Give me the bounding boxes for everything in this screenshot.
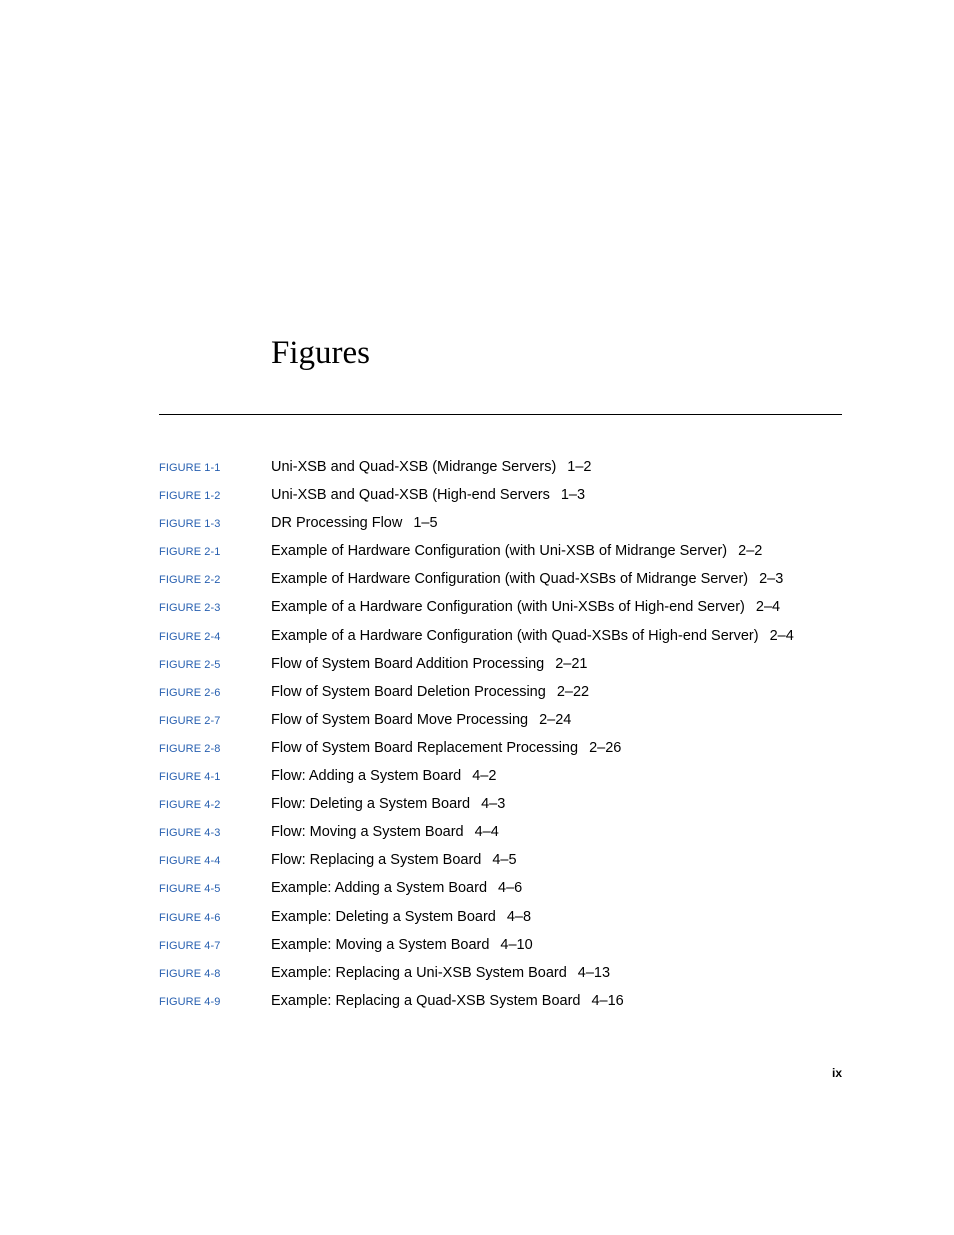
- figure-page-number: 4–4: [474, 824, 499, 841]
- figure-entry: [271, 453, 592, 481]
- figure-link[interactable]: FIGURE 2-1: [159, 546, 221, 559]
- figure-row: [159, 762, 842, 790]
- figure-link[interactable]: FIGURE 4-7: [159, 939, 221, 952]
- figure-entry: [271, 593, 780, 621]
- figure-entry: [271, 931, 533, 959]
- figure-row: [159, 874, 842, 902]
- figure-title: Example of Hardware Configuration (with Uni-XSB of Midrange Server): [271, 543, 728, 560]
- figure-entry: [271, 622, 794, 650]
- figure-title: Flow of System Board Deletion Processing: [271, 683, 546, 700]
- figure-link[interactable]: FIGURE 4-8: [159, 967, 221, 980]
- figure-page-number: 4–13: [577, 964, 611, 981]
- figure-entry: [271, 959, 610, 987]
- figure-row: [159, 903, 842, 931]
- figure-entry: [271, 537, 762, 565]
- page-title: Figures: [271, 335, 370, 371]
- figure-page-number: 4–3: [481, 796, 506, 813]
- figure-row: [159, 622, 842, 650]
- figure-link[interactable]: FIGURE 4-3: [159, 827, 221, 840]
- figure-link[interactable]: FIGURE 4-2: [159, 799, 221, 812]
- figure-entry: [271, 706, 571, 734]
- figure-row: [159, 509, 842, 537]
- figure-page-number: 2–22: [556, 683, 590, 700]
- figure-link[interactable]: FIGURE 4-4: [159, 855, 221, 868]
- figure-link[interactable]: FIGURE 2-2: [159, 574, 221, 587]
- figure-page-number: 4–16: [591, 992, 624, 1009]
- figure-row: [159, 453, 842, 481]
- figure-title: Flow: Moving a System Board: [271, 824, 464, 841]
- figure-page-number: 2–3: [759, 571, 784, 588]
- figure-row: [159, 565, 842, 593]
- figure-entry: [271, 565, 783, 593]
- figure-entry: [271, 678, 589, 706]
- figure-row: [159, 987, 842, 1015]
- figure-entry: [271, 818, 499, 846]
- figure-link[interactable]: FIGURE 1-1: [159, 462, 221, 474]
- figure-title: Flow: Adding a System Board: [271, 768, 462, 785]
- figure-page-number: 2–4: [755, 599, 781, 616]
- figure-page-number: 1–5: [413, 515, 438, 532]
- figure-title: Example of a Hardware Configuration (with Quad-XSBs of High-end Server): [271, 627, 759, 644]
- figure-row: [159, 537, 842, 565]
- figure-page-number: 2–24: [539, 711, 572, 728]
- figure-title: Uni-XSB and Quad-XSB (Midrange Servers): [271, 459, 557, 475]
- figure-entry: [271, 650, 587, 678]
- figure-title: Flow of System Board Move Processing: [271, 711, 529, 728]
- figure-entry: [271, 509, 438, 537]
- figure-page-number: 2–21: [555, 655, 588, 672]
- figure-title: Example of Hardware Configuration (with Quad-XSBs of Midrange Server): [271, 571, 749, 588]
- figure-entry: [271, 903, 531, 931]
- figure-page-number: 4–2: [472, 768, 497, 785]
- figure-title: DR Processing Flow: [271, 515, 403, 532]
- figure-title: Example: Replacing a Uni-XSB System Board: [271, 964, 567, 981]
- figure-link[interactable]: FIGURE 2-3: [159, 602, 221, 615]
- figure-title: Example: Deleting a System Board: [271, 908, 496, 925]
- figure-page-number: 2–26: [589, 739, 622, 756]
- figure-entry: [271, 734, 621, 762]
- figure-row: [159, 818, 842, 846]
- figure-row: [159, 481, 842, 509]
- figure-title: Example: Moving a System Board: [271, 936, 490, 953]
- figure-title: Flow of System Board Addition Processing: [271, 655, 545, 672]
- page-number: ix: [831, 1066, 842, 1080]
- figure-link[interactable]: FIGURE 2-7: [159, 714, 221, 727]
- figure-link[interactable]: FIGURE 4-6: [159, 911, 221, 924]
- figure-list: [159, 453, 842, 1015]
- figure-entry: [271, 481, 585, 509]
- figure-link[interactable]: FIGURE 2-6: [159, 686, 221, 699]
- figure-row: [159, 734, 842, 762]
- figure-page-number: 4–5: [492, 852, 517, 869]
- figure-link[interactable]: FIGURE 2-8: [159, 742, 221, 755]
- figure-title: Flow: Replacing a System Board: [271, 852, 482, 869]
- figure-link[interactable]: FIGURE 4-5: [159, 883, 221, 896]
- figure-row: [159, 706, 842, 734]
- title-divider: [159, 414, 842, 415]
- figure-page-number: 1–2: [567, 459, 592, 475]
- figure-page-number: 4–8: [506, 908, 532, 925]
- figure-title: Example: Adding a System Board: [271, 880, 488, 897]
- figure-row: [159, 678, 842, 706]
- figure-title: Example of a Hardware Configuration (with Uni-XSBs of High-end Server): [271, 599, 745, 616]
- figure-entry: [271, 790, 505, 818]
- figure-title: Flow: Deleting a System Board: [271, 796, 471, 813]
- figure-title: Flow of System Board Replacement Processing: [271, 739, 579, 756]
- figure-page-number: 1–3: [560, 487, 586, 504]
- figure-entry: [271, 762, 496, 790]
- figure-link[interactable]: FIGURE 2-4: [159, 630, 221, 643]
- figure-title: Uni-XSB and Quad-XSB (High-end Servers: [271, 487, 550, 504]
- figure-row: [159, 790, 842, 818]
- figure-page-number: 2–4: [769, 627, 794, 644]
- figure-entry: [271, 874, 522, 902]
- figure-row: [159, 959, 842, 987]
- figure-link[interactable]: FIGURE 4-9: [159, 995, 221, 1008]
- figure-row: [159, 650, 842, 678]
- figure-page-number: 4–10: [500, 936, 533, 953]
- figure-link[interactable]: FIGURE 2-5: [159, 658, 221, 671]
- figure-row: [159, 846, 842, 874]
- figure-link[interactable]: FIGURE 1-3: [159, 518, 221, 531]
- figure-link[interactable]: FIGURE 4-1: [159, 771, 221, 784]
- figure-title: Example: Replacing a Quad-XSB System Board: [271, 992, 581, 1009]
- figure-entry: [271, 987, 624, 1015]
- figure-row: [159, 593, 842, 621]
- figure-entry: [271, 846, 517, 874]
- figure-page-number: 2–2: [738, 543, 763, 560]
- figure-link[interactable]: FIGURE 1-2: [159, 490, 221, 503]
- figure-page-number: 4–6: [498, 880, 523, 897]
- figure-row: [159, 931, 842, 959]
